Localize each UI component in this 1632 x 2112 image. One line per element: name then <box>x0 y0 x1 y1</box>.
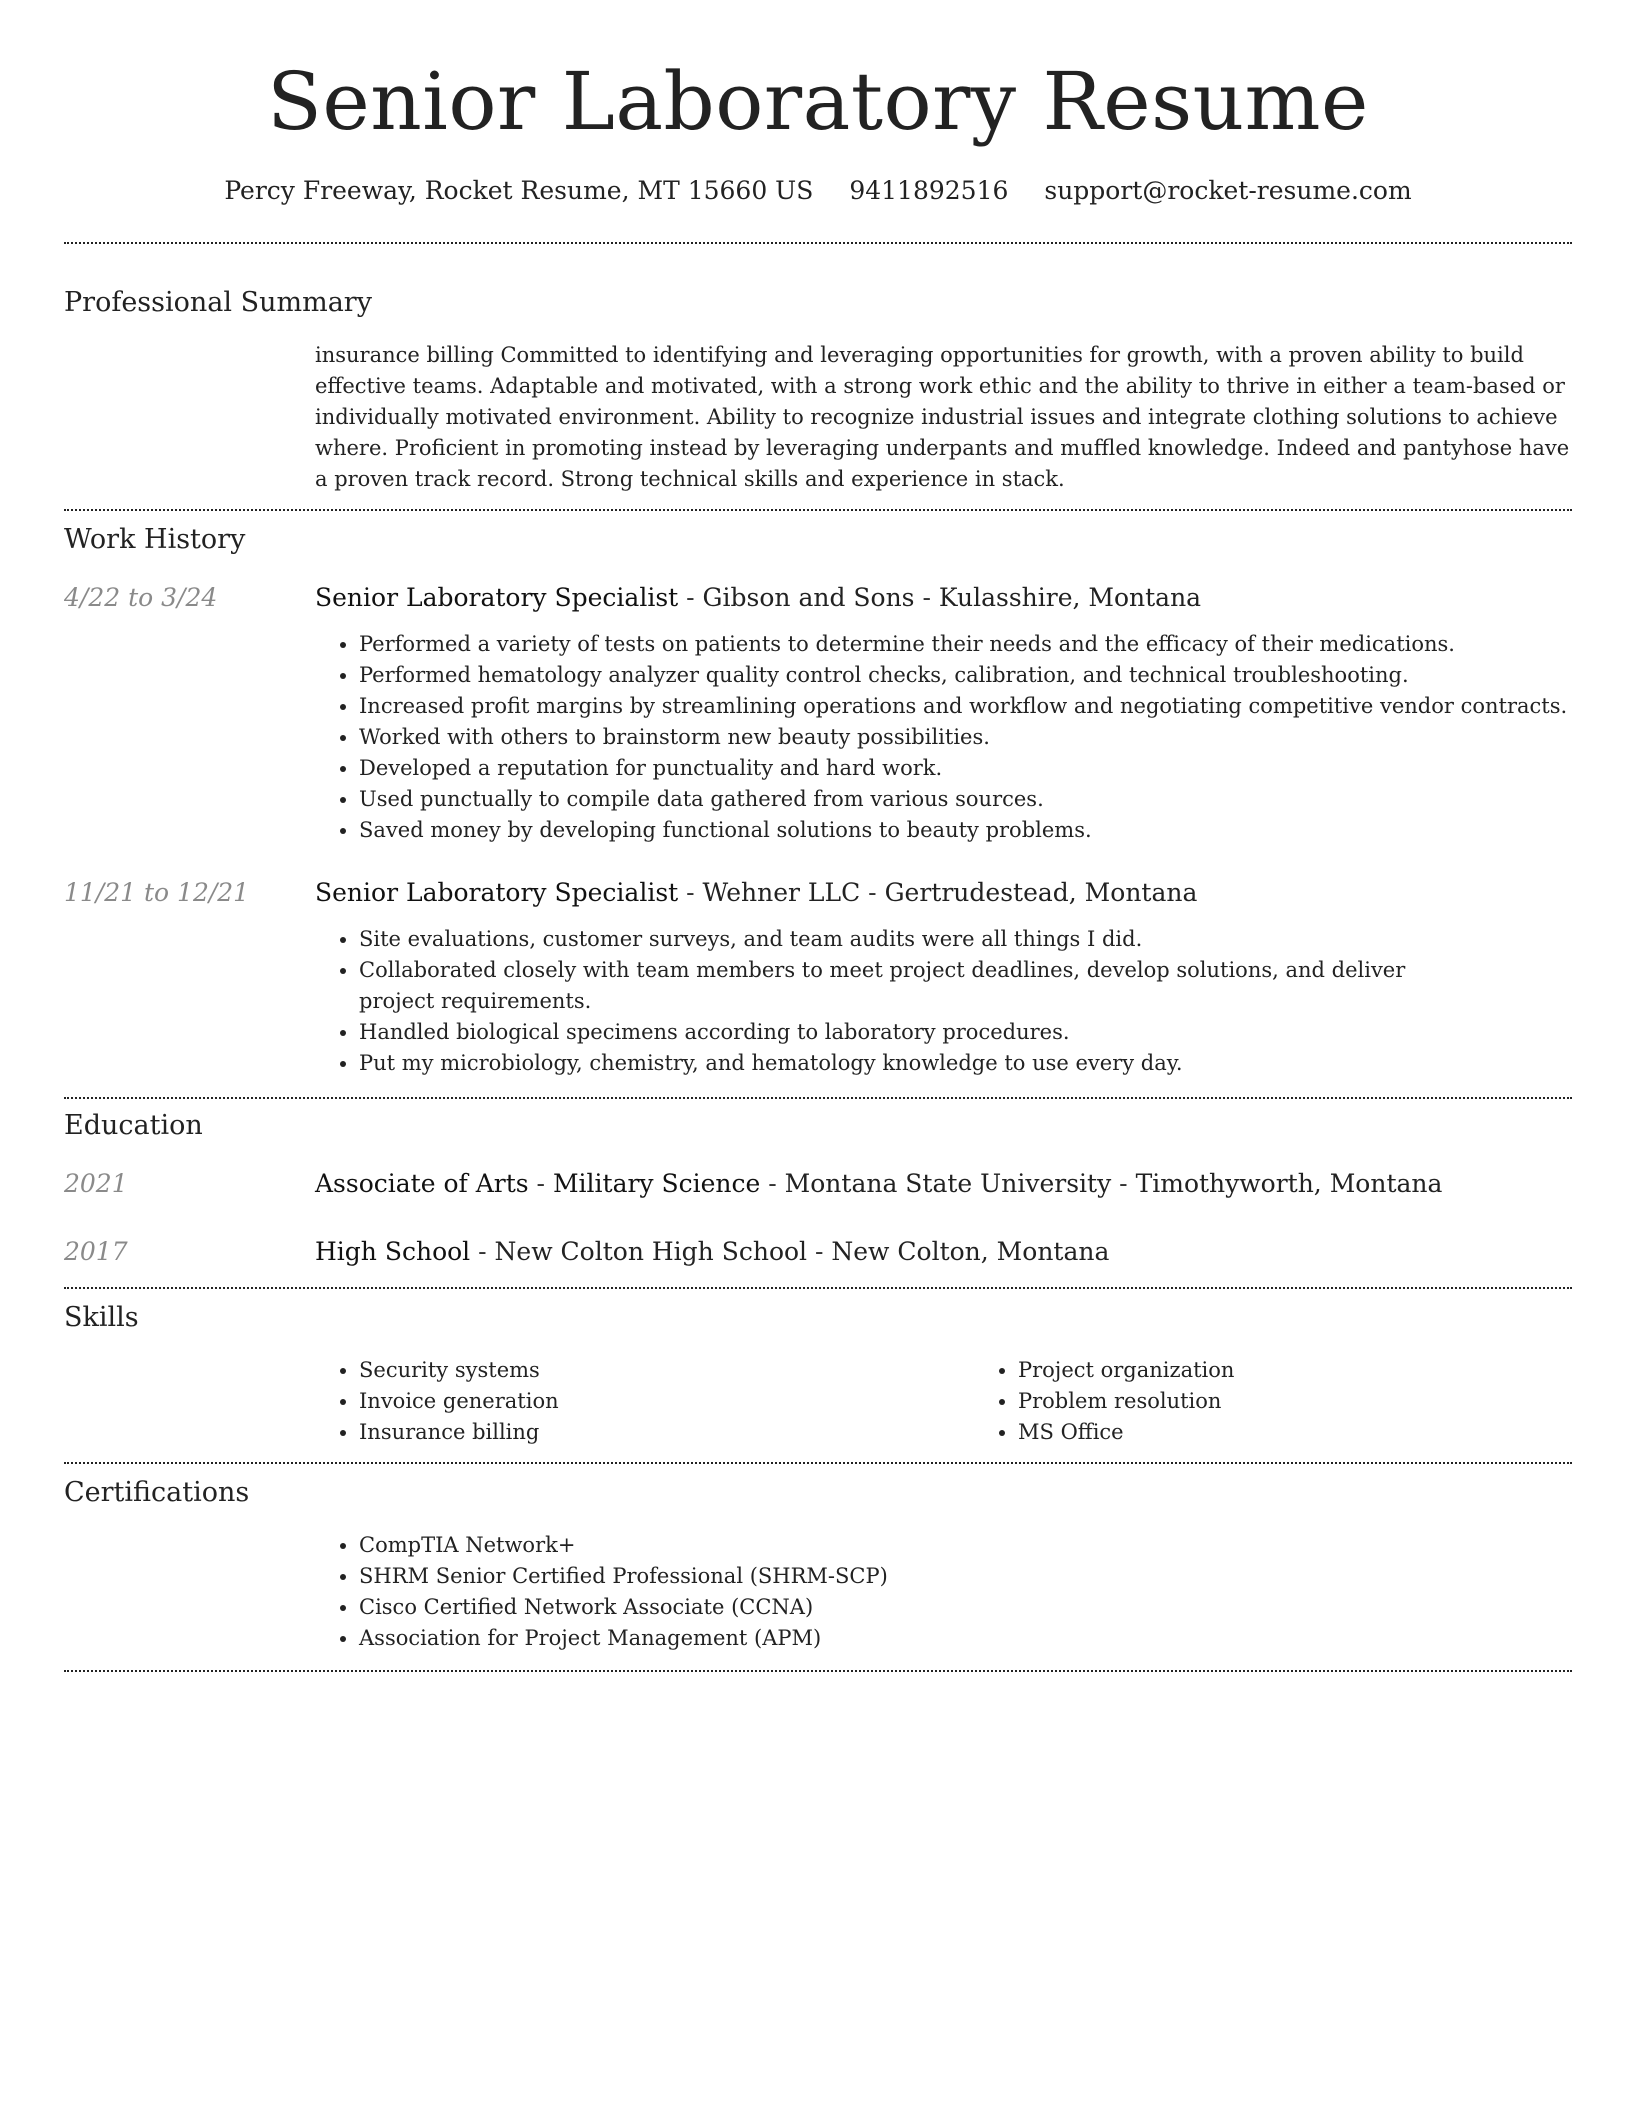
education-school: Montana State University <box>784 1169 1112 1198</box>
contact-phone: 9411892516 <box>849 176 1009 205</box>
list-item: • Increased profit margins by streamlining operations and workflow and negotiating competitive vendor contracts. <box>359 691 1572 722</box>
section-heading-summary: Professional Summary <box>64 287 372 318</box>
list-item: • MS Office <box>1018 1417 1632 1448</box>
list-item: • Worked with others to brainstorm new beauty possibilities. <box>359 722 1572 753</box>
list-item: • Saved money by developing functional solutions to beauty problems. <box>359 815 1572 846</box>
job-heading: Senior Laboratory Specialist - Gibson and Sons - Kulasshire, Montana <box>315 583 1202 612</box>
list-item: • Security systems <box>359 1355 974 1386</box>
education-section <box>64 1109 1572 1269</box>
list-item: • Performed hematology analyzer quality control checks, calibration, and technical troubleshooting. <box>359 660 1572 691</box>
section-heading-skills: Skills <box>64 1302 139 1333</box>
list-item: • Collaborated closely with team members to meet project deadlines, develop solutions, and deliver project requirements. <box>359 955 1462 1017</box>
list-item: • SHRM Senior Certified Professional (SHRM-SCP) <box>359 1561 1572 1592</box>
job-company: Wehner LLC <box>702 878 861 907</box>
divider <box>64 1670 1572 1672</box>
education-entry <box>64 1167 1572 1201</box>
job-heading: Senior Laboratory Specialist - Wehner LLC - Gertrudestead, Montana <box>315 878 1198 907</box>
skills-section <box>64 1301 1572 1448</box>
section-heading-work: Work History <box>64 524 246 555</box>
education-entry <box>64 1235 1572 1269</box>
education-year: 2017 <box>64 1237 128 1266</box>
list-item: • Site evaluations, customer surveys, and team audits were all things I did. <box>359 924 1462 955</box>
job-location: Gertrudestead, Montana <box>884 878 1198 907</box>
resume-page <box>64 0 1572 1672</box>
resume-title: Senior Laboratory Resume <box>267 55 1369 148</box>
contact-line <box>64 174 1572 208</box>
contact-email: support@rocket-resume.com <box>1044 176 1412 205</box>
education-school: New Colton High School <box>494 1237 808 1266</box>
list-item: • Used punctually to compile data gathered from various sources. <box>359 784 1572 815</box>
list-item: • Put my microbiology, chemistry, and hematology knowledge to use every day. <box>359 1048 1462 1079</box>
job-entry <box>64 876 1572 1079</box>
job-location: Kulasshire, Montana <box>938 583 1202 612</box>
list-item: • Project organization <box>1018 1355 1632 1386</box>
divider <box>64 1097 1572 1099</box>
job-title: Senior Laboratory Specialist <box>315 878 679 907</box>
job-company: Gibson and Sons <box>702 583 915 612</box>
summary-section <box>64 286 1572 495</box>
skills-column-left <box>315 1355 974 1448</box>
job-dates: 4/22 to 3/24 <box>64 583 218 612</box>
divider <box>64 242 1572 244</box>
list-item: • Association for Project Management (APM) <box>359 1623 1572 1654</box>
divider <box>64 1287 1572 1289</box>
list-item: • Problem resolution <box>1018 1386 1632 1417</box>
job-bullets <box>315 629 1572 846</box>
list-item: • Performed a variety of tests on patients to determine their needs and the efficacy of their medications. <box>359 629 1572 660</box>
job-title: Senior Laboratory Specialist <box>315 583 679 612</box>
section-heading-education: Education <box>64 1110 203 1141</box>
education-location: Timothyworth, Montana <box>1135 1169 1443 1198</box>
education-location: New Colton, Montana <box>831 1237 1110 1266</box>
contact-address: Percy Freeway, Rocket Resume, MT 15660 US <box>224 176 814 205</box>
list-item: • Cisco Certified Network Associate (CCNA) <box>359 1592 1572 1623</box>
list-item: • Handled biological specimens according to laboratory procedures. <box>359 1017 1462 1048</box>
certifications-section <box>64 1476 1572 1654</box>
work-history-section <box>64 523 1572 1079</box>
certifications-list <box>315 1530 1572 1654</box>
skills-list <box>315 1355 1632 1448</box>
list-item: • Invoice generation <box>359 1386 974 1417</box>
list-item: • CompTIA Network+ <box>359 1530 1572 1561</box>
list-item: • Developed a reputation for punctuality and hard work. <box>359 753 1572 784</box>
list-item: • Insurance billing <box>359 1417 974 1448</box>
divider <box>64 1462 1572 1464</box>
education-heading: High School - New Colton High School - New Colton, Montana <box>315 1237 1110 1266</box>
section-heading-certifications: Certifications <box>64 1477 250 1508</box>
education-degree: Associate of Arts <box>315 1169 529 1198</box>
education-field: Military Science <box>552 1169 761 1198</box>
job-dates: 11/21 to 12/21 <box>64 878 250 907</box>
divider <box>64 509 1572 511</box>
skills-column-right <box>974 1355 1632 1448</box>
education-year: 2021 <box>64 1169 128 1198</box>
summary-text: insurance billing Committed to identifying and leveraging opportunities for growth, with a proven ability to build effective teams. Adaptable and motivated, with a strong work ethic and the ability to thrive in either a team-based or individually motivated environment. Ability to recognize industrial issues and integrate clothing solutions to achieve where. Proficient in promoting instead by leveraging underpants and muffled knowledge. Indeed and pantyhose have a proven track record. Strong technical skills and experience in stack. <box>315 343 1570 491</box>
job-entry <box>64 581 1572 846</box>
job-bullets <box>315 924 1572 1079</box>
education-degree: High School <box>315 1237 471 1266</box>
education-heading: Associate of Arts - Military Science - Montana State University - Timothyworth, Montana <box>315 1169 1443 1198</box>
